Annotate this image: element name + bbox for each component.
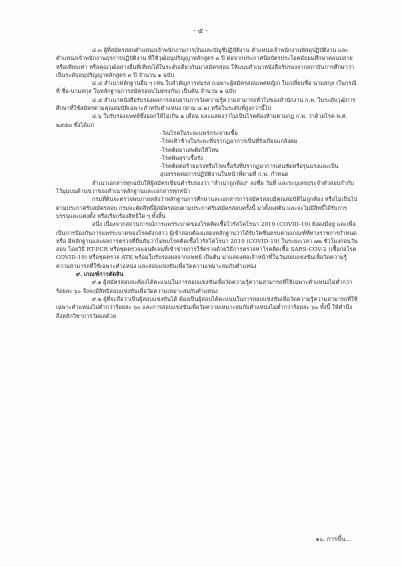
paragraph: สำเนาเอกสารทุกฉบับให้ผู้สมัครเขียนคำรับรองว่า "สำเนาถูกต้อง" ลงชื่อ วันที่ และระบุเลขประจำตัวสอบกำกับไว้มุมบนด้านขวาของสำเนาหลักฐานและเอกสารทุกหน้า xyxy=(56,180,354,196)
next-page-marker: ๑๐. การขึ้น... xyxy=(315,536,351,543)
paragraph: ๙.๒ ผู้ที่จะถือว่าเป็นผู้สอบแข่งขันได้ ต้องเป็นผู้สอบได้คะแนนในการสอบแข่งขันเพื่อวัดความรู้ความสามารถที่ใช้เฉพาะตำแหน่งไม่ต่ำกว่าร้อยละ ๖๐ และการสอบแข่งขันเพื่อวัดความเหมาะสมกับตำแหน่งไม่ต่ำกว่าร้อยละ ๖๐ ทั้งนี้ ให้คำนึงถึงหลักวิชาการวัดผลด้วย xyxy=(56,296,358,320)
document-body xyxy=(56,47,358,321)
page-number: - ๕ - xyxy=(193,27,208,35)
paragraph: ๔.๔ สำเนาหลักฐานอื่น ๆ เช่น ใบสำคัญการสมรส (เฉพาะผู้สมัครสอบเพศหญิง) ใบเปลี่ยนชื่อ นามสกุล (ในกรณีที่ ชื่อ-นามสกุล ในหลักฐานการสมัครสอบไม่ตรงกัน) เป็นต้น จำนวน ๑ ฉบับ xyxy=(56,81,357,96)
list-item: -โรคติดยาเสพติดให้โทษ xyxy=(160,147,219,154)
paragraph: ๙.๑ ผู้สมัครสอบจะต้องได้คะแนนในการสอบแข่งขันเพื่อวัดความรู้ความสามารถที่ใช้เฉพาะตำแหน่งไม่ต่ำกว่าร้อยละ ๖๐ จึงจะมีสิทธิสอบแข่งขันเพื่อวัดความเหมาะสมกับตำแหน่ง xyxy=(56,280,353,295)
paragraph: กรมที่ดินจะตรวจพบภายหลังว่าหลักฐานการศึกษาและเอกสารการสมัครสอบมีคุณสมบัติไม่ถูกต้อง หรือไม่เป็นไปตามประกาศรับสมัครสอบ กรมจะตัดสิทธิ์ผู้สมัครสอบตามประกาศรับสมัครสอบครั้งนี้ มาตั้งแต่ต้น และจะไม่มีสิทธิ์ได้รับการบรรจุและแต่งตั้ง หรือเรียกร้องสิทธิใด ๆ ทั้งสิ้น xyxy=(56,197,358,220)
list-item: -โรคเท้าช้างในระยะที่ปรากฏอาการเป็นที่รังเกียจแก่สังคม xyxy=(160,139,298,146)
paragraph: อนึ่ง เนื่องจากสถานการณ์การแพร่ระบาดของโรคติดเชื้อไวรัสโคโรนา 2019 (COVID-19) ยังคงมีอยู่ และเพื่อเป็นการป้องกันการแพร่ระบาดของโรคดังกล่าว ผู้เข้าสอบต้องแสดงหลักฐานว่าได้รับวัคซีนครบตามเกณฑ์ที่ทางราชการกำหนด หรือ มีหลักฐานและผลการตรวจที่ยืนยันว่าไม่พบโรคติดเชื้อไวรัสโคโรนา 2019 (COVID-19) ในระยะเวลา ๗๒ ชั่วโมงก่อนวันสอบ โดยวิธี RT-PCR หรือชุดตรวจแอนติเจนที่เข้าข่ายการใช้ตรวจด้วยวิธีการตรวจหาโรคติดเชื้อ SARS-COV-2 (เชื้อก่อโรค COVID-19) หรือชุดตรวจ ATK พร้อมใบรับรองผลจากแพทย์ เป็นต้น มาแสดงต่อเจ้าหน้าที่ในวันสอบแข่งขันเพื่อวัดความรู้ความสามารถที่ใช้เฉพาะตำแหน่ง และสอบแข่งขันเพื่อวัดความเหมาะสมกับตำแหน่ง xyxy=(56,222,358,270)
section-heading: ๙. เกณฑ์การตัดสิน xyxy=(76,272,124,279)
list-item: -วัณโรคในระยะแพร่กระจายเชื้อ xyxy=(160,130,238,137)
list-item: -โรคพิษสุราเรื้อรัง xyxy=(160,155,203,162)
paragraph: ๔.๓ ผู้ที่สมัครสอบตำแหน่งเจ้าพนักงานการเงินและบัญชีปฏิบัติงาน ตำแหน่งเจ้าพนักงานพัสดุปฏิบัติงาน และตำแหน่งเจ้าพนักงานธุรการปฏิบัติงาน ที่ใช้วุฒิอนุปริญญาหลักสูตร ๓ ปี ต่อจากประกาศนียบัตรประโยคมัธยมศึกษาตอนปลายหรือเทียบเท่า หรือคุณวุฒิอย่างอื่นที่เทียบได้ในระดับเดียวกันมาสมัครสอบ ให้แนบสำเนาหนังสือรับรองจากสถาบันการศึกษาว่าเป็นระดับอนุปริญญาหลักสูตร ๓ ปี จำนวน ๑ ฉบับ xyxy=(56,48,355,79)
list-item: -โรคติดต่อร้ายแรงหรือโรคเรื้อรังที่ปรากฏอาการเด่นชัดหรือรุนแรงและเป็นอุปสรรคต่อการปฏิบัติงานในหน้าที่ตามที่ ก.พ. กำหนด xyxy=(160,164,339,179)
paragraph: ๔.๖ ใบรับรองแพทย์ซึ่งออกให้ไม่เกิน ๑ เดือน และแสดงว่าไม่เป็นโรคต้องห้ามตามกฎ ก.พ. ว่าด้วยโรค พ.ศ. ๒๕๕๓ ซึ่งได้แก่ xyxy=(56,114,348,129)
paragraph: ๔.๕ สำเนาหนังสือรับรองผลการสอบผ่านการวัดความรู้ความสามารถทั่วไปของสำนักงาน ก.พ. ในระดับวุฒิการศึกษาที่ใช้สมัครตามคุณสมบัติเฉพาะสำหรับตำแหน่ง (ตาม ๔.๒) หรือในระดับที่สูงกว่านี้ไป xyxy=(56,97,356,113)
